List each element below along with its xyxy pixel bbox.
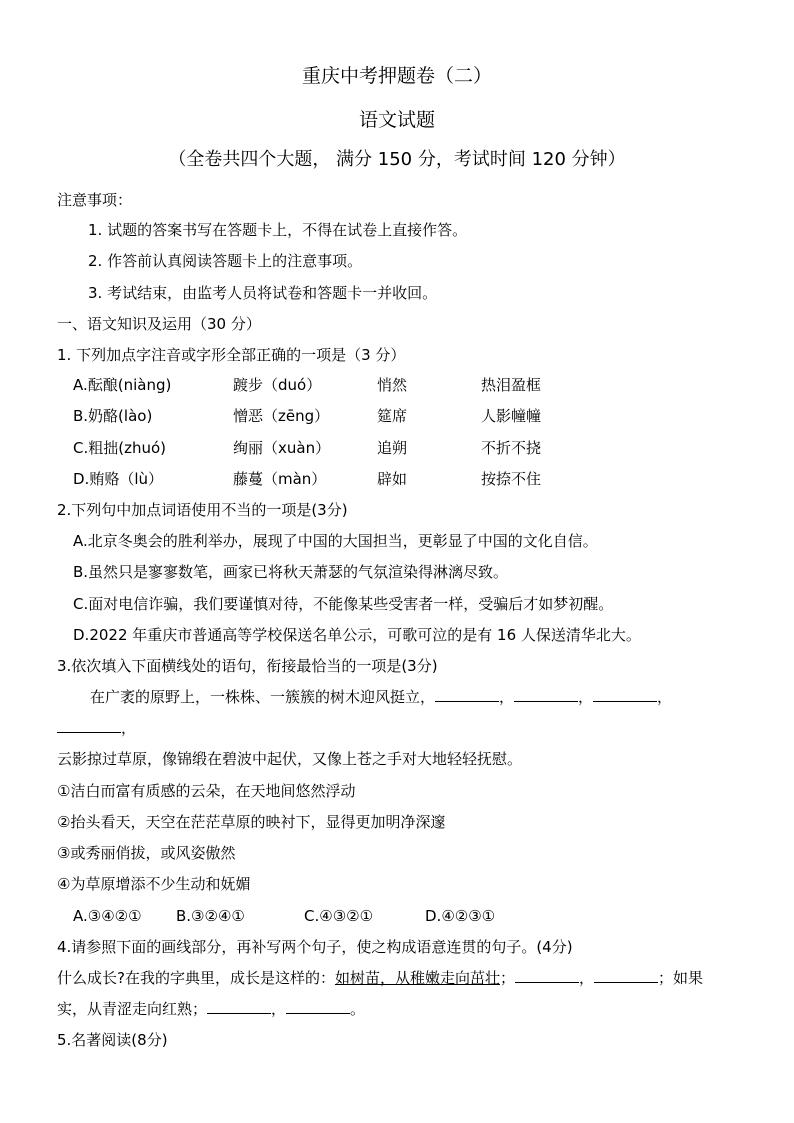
answer-blank[interactable]: [286, 999, 350, 1014]
q4-text-c: ；如果: [658, 969, 704, 987]
question-1-stem: 1. 下列加点字注音或字形全部正确的一项是（3 分）: [57, 346, 406, 364]
q3-passage-cont: ，: [57, 718, 136, 738]
q4-text-d: 实，从青涩走向红熟；: [57, 1000, 208, 1018]
q3-passage-start: 在广袤的原野上，一株株、一簇簇的树木迎风挺立，: [90, 688, 436, 706]
q1-option-a-word4: 热泪盈框: [481, 376, 542, 394]
q1-option-b: B.奶酪(lào): [73, 407, 153, 425]
q1-option-b-word3: 筵席: [377, 407, 408, 425]
question-3-stem: 3.依次填入下面横线处的语句，衔接最恰当的一项是(3分): [57, 657, 438, 675]
q3-item: ②抬头看天，天空在茫茫草原的映衬下，显得更加明净深邃: [57, 813, 446, 831]
q3-passage: 在广袤的原野上，一株株、一簇簇的树木迎风挺立， ， ， ，: [90, 688, 673, 706]
q1-option-d: D.贿赂（lù）: [73, 470, 163, 488]
q1-option-d-word3: 辟如: [377, 470, 408, 488]
q4-text-e: 。: [350, 1000, 366, 1018]
q1-option-c: C.粗拙(zhuó): [73, 439, 167, 457]
q3-passage-end: 云影掠过草原，像锦缎在碧波中起伏，又像上苍之手对大地轻轻抚慰。: [57, 750, 523, 768]
question-4-stem: 4.请参照下面的画线部分，再补写两个句子，使之构成语意连贯的句子。(4分): [57, 938, 573, 956]
q2-option: C.面对电信诈骗，我们要谨慎对待，不能像某些受害者一样，受骗后才如梦初醒。: [73, 595, 614, 613]
answer-blank[interactable]: [435, 687, 499, 702]
question-2-stem: 2.下列句中加点词语使用不当的一项是(3分): [57, 501, 348, 519]
q4-text-line1: 什么成长?在我的字典里，成长是这样的：如树苗，从稚嫩走向茁壮； ， ；如果: [57, 969, 704, 987]
q3-option-a: A.③④②①: [73, 907, 142, 925]
q4-text-a: 什么成长?在我的字典里，成长是这样的：: [57, 969, 335, 987]
q1-option-a: A.酝酿(niàng): [73, 376, 172, 394]
q1-option-d-word2: 藤蔓（màn）: [233, 470, 327, 488]
q3-item: ④为草原增添不少生动和妩媚: [57, 875, 251, 893]
q1-option-c-word2: 绚丽（xuàn）: [233, 439, 331, 457]
q1-option-b-word2: 憎恶（zēng）: [233, 407, 330, 425]
exam-info: （全卷共四个大题， 满分 150 分，考试时间 120 分钟）: [168, 149, 626, 170]
q3-option-b: B.③②④①: [176, 907, 245, 925]
q2-option: D.2022 年重庆市普通高等学校保送名单公示，可歌可泣的是有 16 人保送清华北大。: [73, 626, 641, 644]
q4-text-b: ；: [499, 969, 515, 987]
q1-option-c-word4: 不折不挠: [481, 439, 542, 457]
answer-blank[interactable]: [514, 687, 578, 702]
q3-option-c: C.④③②①: [304, 907, 374, 925]
q3-item: ③或秀丽俏拔，或风姿傲然: [57, 844, 236, 862]
answer-blank[interactable]: [594, 968, 658, 983]
q1-option-d-word4: 按捺不住: [481, 470, 542, 488]
q1-option-c-word3: 追朔: [377, 439, 408, 457]
question-5-stem: 5.名著阅读(8分): [57, 1031, 168, 1049]
notes-heading: 注意事项：: [57, 191, 133, 209]
q4-underlined-example: 如树苗，从稚嫩走向茁壮: [334, 969, 500, 987]
q3-item: ①洁白而富有质感的云朵，在天地间悠然浮动: [57, 782, 356, 800]
q1-option-a-word3: 悄然: [377, 376, 408, 394]
exam-title: 重庆中考押题卷（二）: [301, 65, 492, 87]
section-heading: 一、语文知识及运用（30 分）: [57, 315, 261, 333]
q1-option-a-word2: 踱步（duó）: [233, 376, 322, 394]
note-item: 1. 试题的答案书写在答题卡上，不得在试卷上直接作答。: [88, 221, 468, 239]
answer-blank[interactable]: [57, 718, 121, 733]
answer-blank[interactable]: [515, 968, 579, 983]
answer-blank[interactable]: [207, 999, 271, 1014]
q2-option: B.虽然只是寥寥数笔，画家已将秋天萧瑟的气氛渲染得淋漓尽致。: [73, 563, 509, 581]
note-item: 2. 作答前认真阅读答题卡上的注意事项。: [88, 252, 363, 270]
q3-option-d: D.④②③①: [425, 907, 496, 925]
note-item: 3. 考试结束，由监考人员将试卷和答题卡一并收回。: [88, 284, 438, 302]
exam-subtitle: 语文试题: [358, 109, 435, 131]
q1-option-b-word4: 人影幢幢: [481, 407, 542, 425]
q2-option: A.北京冬奥会的胜利举办，展现了中国的大国担当，更彰显了中国的文化自信。: [73, 532, 598, 550]
answer-blank[interactable]: [593, 687, 657, 702]
q4-text-line2: 实，从青涩走向红熟； ， 。: [57, 1000, 366, 1018]
